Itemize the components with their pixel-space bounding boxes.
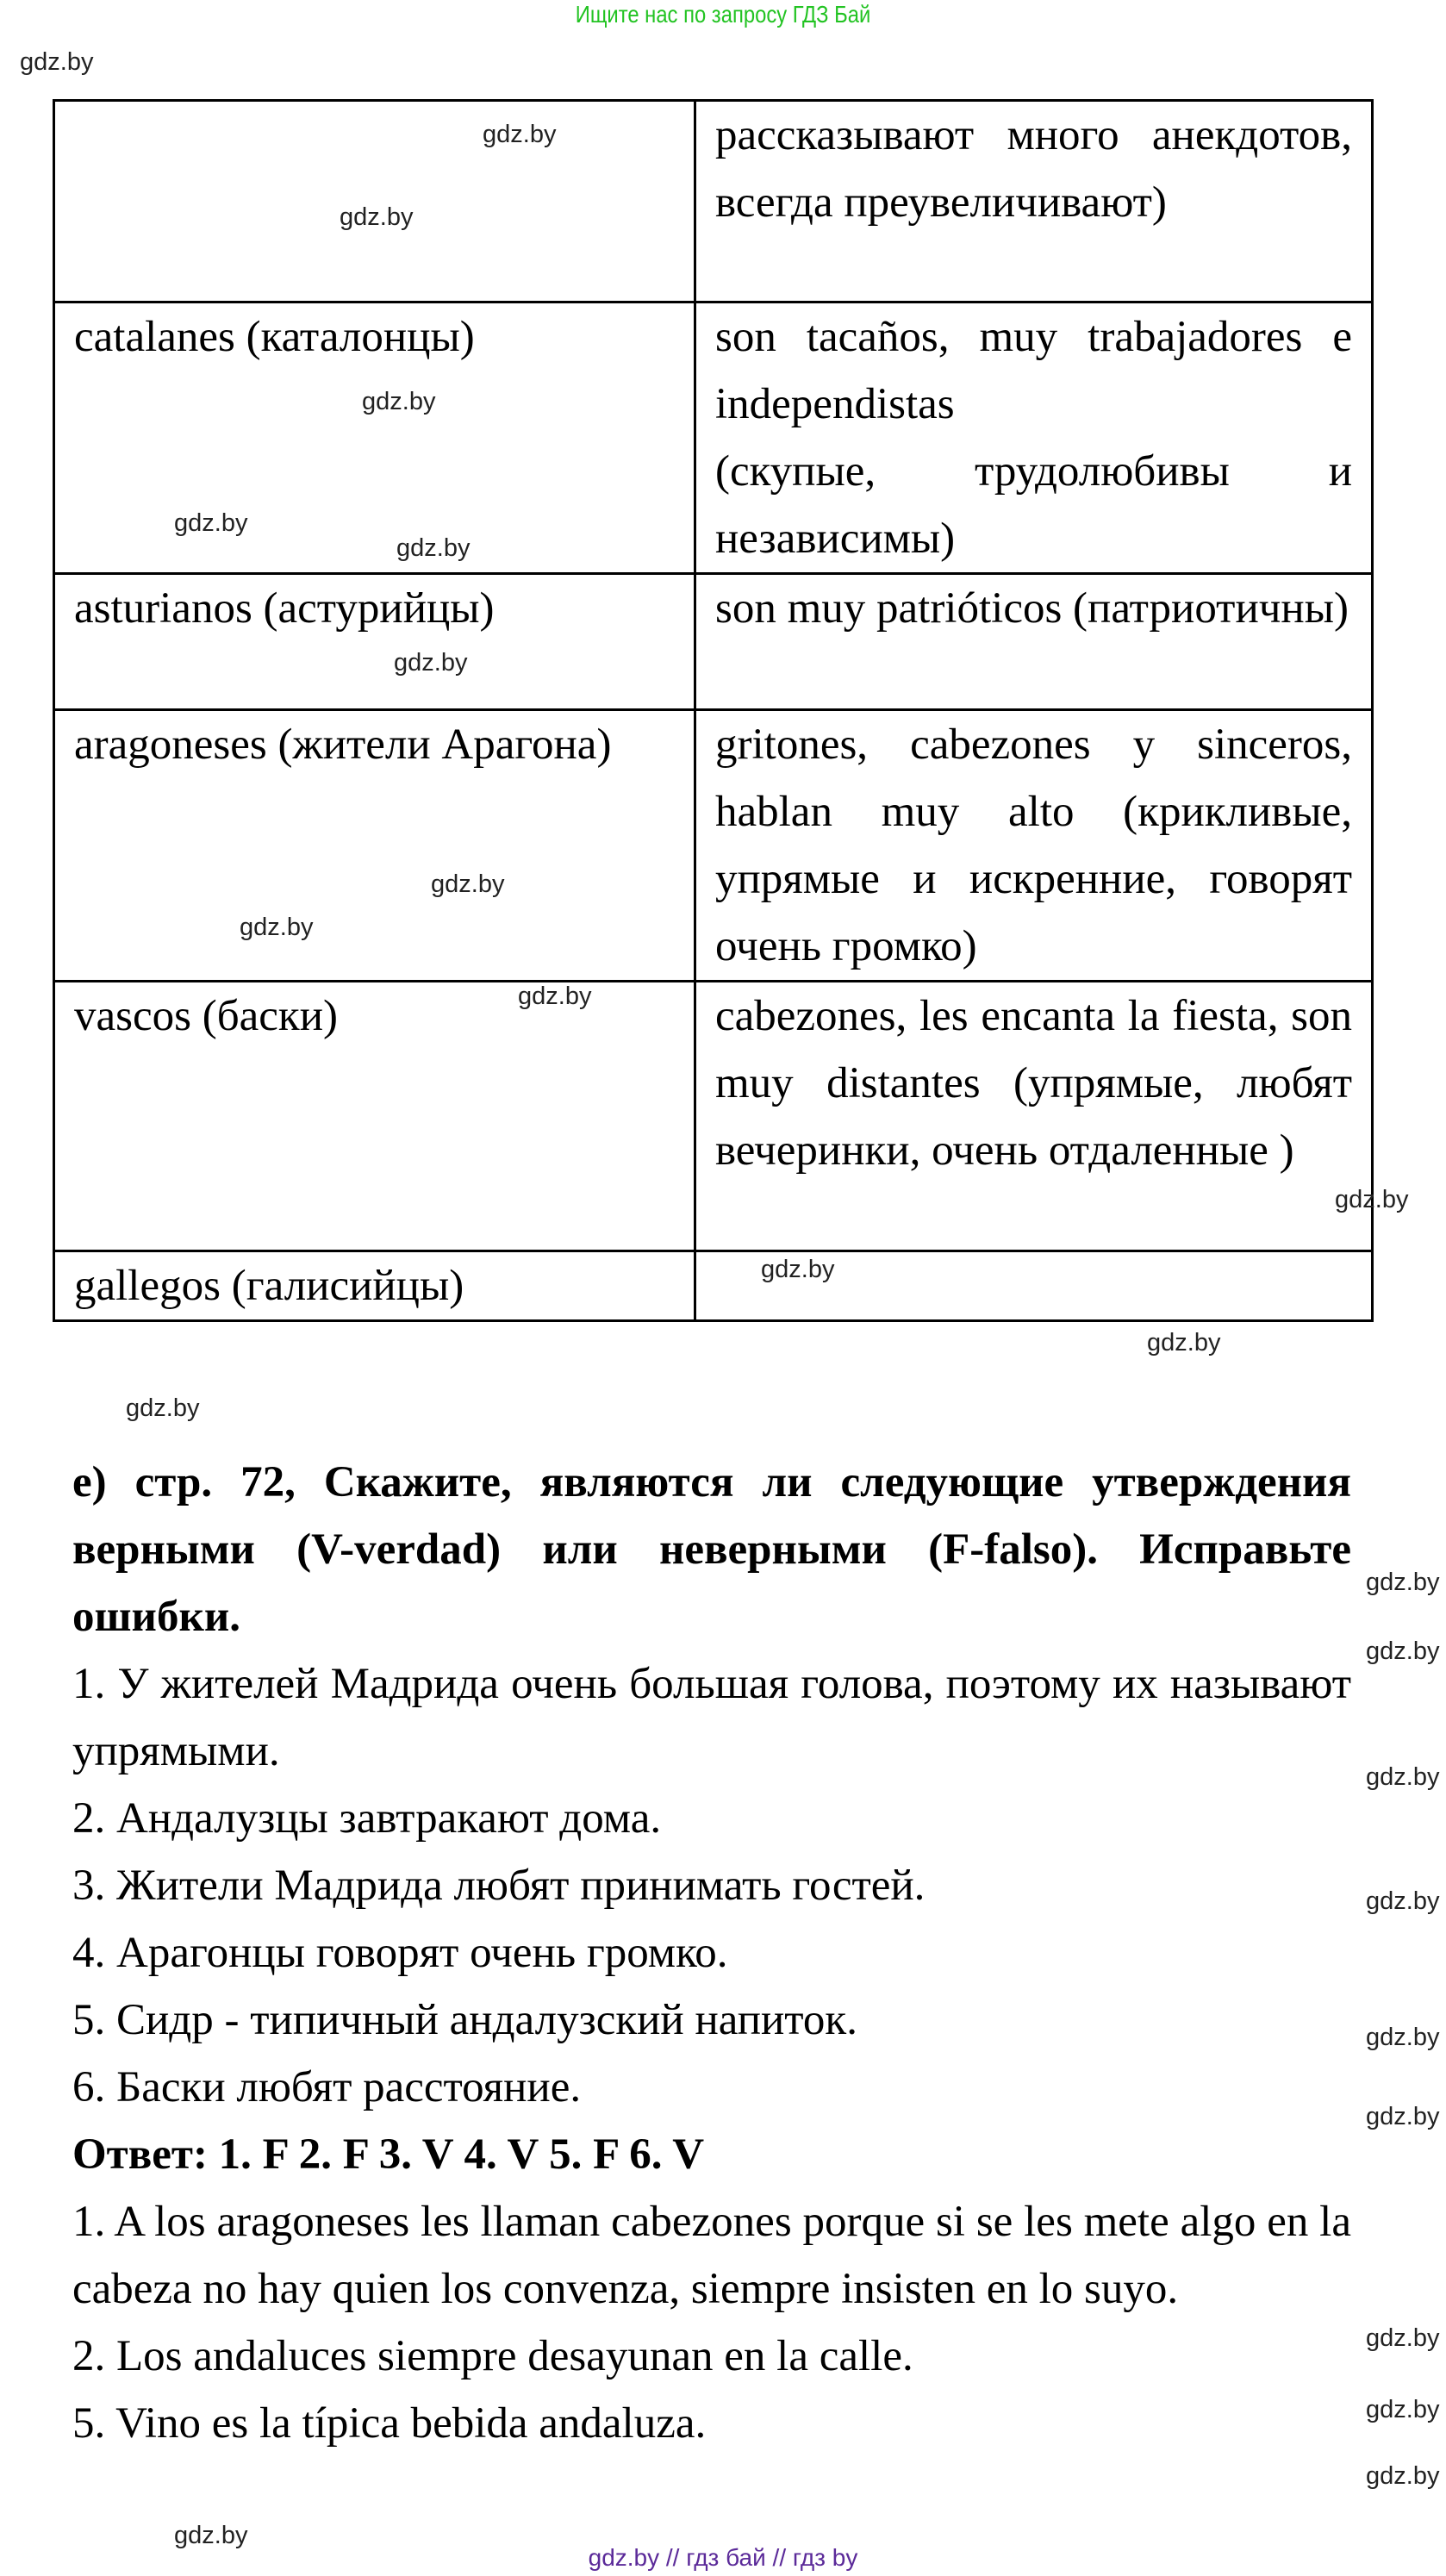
watermark: gdz.by: [174, 509, 248, 537]
watermark: gdz.by: [1366, 2103, 1440, 2130]
description-es: son tacaños, muy trabajadores e independistas: [715, 313, 1352, 428]
table-cell-region: gallegos (галисийцы): [54, 1251, 695, 1321]
table-row: [54, 1251, 1373, 1321]
table-cell-description: son muy patrióticos (патриотичны): [695, 574, 1373, 710]
table-cell-region: aragoneses (жители Арагона): [54, 710, 695, 982]
answer-line: Ответ: 1. F 2. F 3. V 4. V 5. F 6. V: [72, 2130, 705, 2179]
footer-links[interactable]: gdz.by // гдз бай // гдз by: [588, 2544, 858, 2571]
watermark: gdz.by: [1366, 2396, 1440, 2423]
watermark: gdz.by: [174, 2522, 248, 2549]
table-cell-description: cabezones, les encanta la fiesta, son muy distantes (упрямые, любят вечеринки, очень отдаленные ): [695, 982, 1373, 1251]
watermark: gdz.by: [1366, 1569, 1440, 1596]
watermark: gdz.by: [1366, 1637, 1440, 1665]
table-cell-region: asturianos (астурийцы): [54, 574, 695, 710]
watermark: gdz.by: [1335, 1186, 1409, 1213]
watermark: gdz.by: [126, 1394, 200, 1422]
watermark: gdz.by: [396, 534, 471, 562]
correction: 1. A los aragoneses les llaman cabezones porque si se les mete algo en la cabeza no hay quien los convenza, siempre insisten en lo suyo.: [72, 2198, 1351, 2313]
exercise-heading: е) стр. 72, Скажите, являются ли следующие утверждения верными (V-verdad) или неверными (F-falso). Исправьте ошибки.: [72, 1458, 1351, 1641]
statement: 1. У жителей Мадрида очень большая голова, поэтому их называют упрямыми.: [72, 1660, 1351, 1775]
watermark: gdz.by: [394, 649, 468, 677]
statement: 3. Жители Мадрида любят принимать гостей.: [72, 1862, 926, 1910]
watermark: gdz.by: [1147, 1329, 1221, 1357]
watermark: gdz.by: [340, 203, 414, 231]
watermark: gdz.by: [362, 388, 436, 415]
watermark: gdz.by: [1366, 2024, 1440, 2051]
statement: 4. Арагонцы говорят очень громко.: [72, 1929, 728, 1977]
watermark: gdz.by: [761, 1256, 835, 1283]
table-cell-description: [695, 303, 1373, 574]
table-cell-description: рассказывают много анекдотов, всегда преувеличивают): [695, 101, 1373, 303]
table-row: [54, 101, 1373, 303]
watermark: gdz.by: [483, 121, 557, 148]
table-row: [54, 574, 1373, 710]
table-cell-region: catalanes (каталонцы): [54, 303, 695, 574]
statement: 5. Сидр - типичный андалузский напиток.: [72, 1996, 857, 2044]
table-cell-description: gritones, cabezones y sinceros, hablan muy alto (крикливые, упрямые и искренние, говорят очень громко): [695, 710, 1373, 982]
watermark: gdz.by: [240, 914, 314, 941]
correction: 2. Los andaluces siempre desayunan en la calle.: [72, 2332, 913, 2380]
watermark: gdz.by: [20, 48, 94, 76]
exercise-section: [72, 1449, 1351, 2457]
watermark: gdz.by: [1366, 1763, 1440, 1791]
correction: 5. Vino es la típica bebida andaluza.: [72, 2399, 707, 2448]
search-banner[interactable]: Ищите нас по запросу ГДЗ Бай: [575, 1, 871, 28]
watermark: gdz.by: [1366, 2324, 1440, 2352]
table-cell-region: [54, 101, 695, 303]
statement: 6. Баски любят расстояние.: [72, 2063, 582, 2111]
watermark: gdz.by: [431, 870, 505, 898]
description-ru: (скупые, трудолюбивы и независимы): [715, 447, 1352, 563]
watermark: gdz.by: [1366, 1887, 1440, 1915]
watermark: gdz.by: [518, 982, 592, 1010]
table-row: [54, 982, 1373, 1251]
regions-table: [53, 99, 1374, 1322]
table-cell-region: vascos (баски): [54, 982, 695, 1251]
statement: 2. Андалузцы завтракают дома.: [72, 1794, 662, 1843]
watermark: gdz.by: [1366, 2462, 1440, 2490]
table-row: [54, 303, 1373, 574]
